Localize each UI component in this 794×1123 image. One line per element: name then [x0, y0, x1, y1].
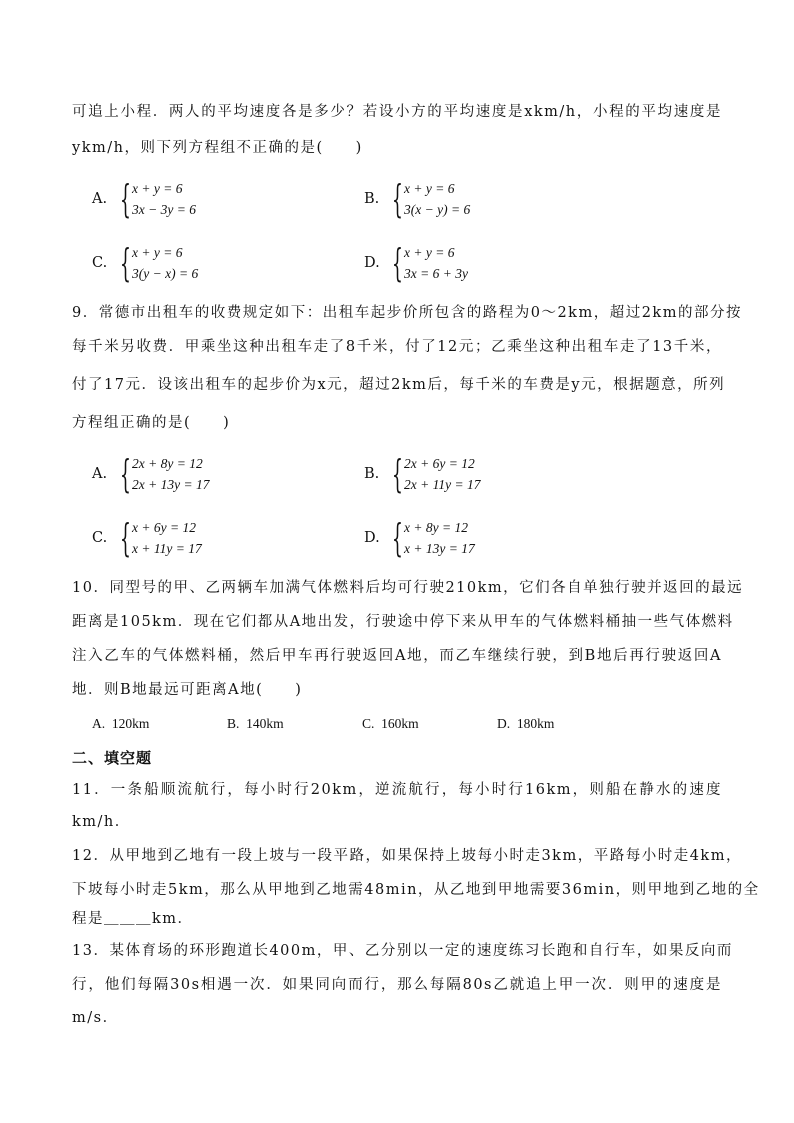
brace-icon: { — [392, 516, 403, 560]
equation-system — [132, 517, 202, 559]
q10-option-a[interactable] — [92, 716, 227, 732]
option-label: B. — [364, 466, 380, 482]
equation: 2x + 11y = 17 — [404, 477, 481, 492]
equation-system — [404, 242, 468, 284]
equation: 2x + 8y = 12 — [132, 456, 203, 471]
brace-icon: { — [392, 452, 403, 496]
q11-text-line1: 11．一条船顺流航行，每小时行20km，逆流航行，每小时行16km，则船在静水的速度 — [72, 782, 722, 798]
q8-option-d[interactable] — [364, 242, 468, 284]
option-value: 180km — [516, 716, 555, 731]
equation: x + y = 6 — [404, 245, 455, 260]
option-label: C. — [92, 255, 108, 271]
equation: 2x + 13y = 17 — [132, 477, 210, 492]
option-label: B. — [227, 716, 240, 731]
section-title: 二、填空题 — [72, 749, 153, 767]
q10-text-line2: 距离是105km．现在它们都从A地出发，行驶途中停下来从甲车的气体燃料桶抽一些气体燃料 — [72, 614, 734, 630]
brace-icon: { — [392, 241, 403, 285]
q9-option-c[interactable] — [92, 517, 202, 559]
equation-system — [132, 242, 198, 284]
option-label: D. — [364, 530, 380, 546]
brace-icon: { — [120, 452, 131, 496]
q8-option-b[interactable] — [364, 178, 470, 220]
q10-options — [92, 716, 632, 732]
equation: 3x = 6 + 3y — [404, 266, 468, 281]
q8-option-a[interactable] — [92, 178, 196, 220]
equation: x + 11y = 17 — [132, 541, 202, 556]
q8-text-line2: ykm/h，则下列方程组不正确的是( ) — [72, 140, 363, 156]
equation: 3(x − y) = 6 — [404, 202, 471, 217]
option-label: C. — [92, 530, 108, 546]
equation-system — [404, 178, 470, 220]
q13-text-line1: 13．某体育场的环形跑道长400m，甲、乙分别以一定的速度练习长跑和自行车，如果反向而 — [72, 943, 733, 959]
option-label: D. — [497, 716, 511, 731]
q12-text-line2: 下坡每小时走5km，那么从甲地到乙地需48min，从乙地到甲地需要36min，则甲地到乙地的全 — [72, 882, 760, 898]
q9-text-line1: 9．常德市出租车的收费规定如下：出租车起步价所包含的路程为0～2km，超过2km的部分按 — [72, 305, 742, 321]
equation: 3(y − x) = 6 — [132, 266, 199, 281]
q9-text-line4: 方程组正确的是( ) — [72, 415, 231, 431]
q11-text-line2: km/h． — [72, 814, 131, 830]
q8-text-line1: 可追上小程．两人的平均速度各是多少？若设小方的平均速度是xkm/h，小程的平均速度是 — [72, 104, 722, 120]
q12-text-line3: 程是＿＿＿km． — [72, 911, 194, 927]
q10-option-d[interactable] — [497, 716, 632, 732]
option-label: A. — [92, 191, 108, 207]
brace-icon: { — [392, 177, 403, 221]
equation-system — [132, 178, 196, 220]
equation: 3x − 3y = 6 — [132, 202, 196, 217]
q10-text-line4: 地．则B地最远可距离A地( ) — [72, 682, 303, 698]
option-label: D. — [364, 255, 380, 271]
equation: x + y = 6 — [132, 181, 183, 196]
equation: x + y = 6 — [132, 245, 183, 260]
q9-text-line2: 每千米另收费．甲乘坐这种出租车走了8千米，付了12元；乙乘坐这种出租车走了13千米， — [72, 339, 722, 355]
q10-text-line1: 10．同型号的甲、乙两辆车加满气体燃料后均可行驶210km，它们各自单独行驶并返回的最远 — [72, 580, 744, 596]
brace-icon: { — [120, 516, 131, 560]
option-value: 120km — [111, 716, 150, 731]
equation: x + 13y = 17 — [404, 541, 475, 556]
option-label: C. — [362, 716, 375, 731]
option-value: 140km — [246, 716, 284, 731]
brace-icon: { — [120, 177, 131, 221]
equation: x + y = 6 — [404, 181, 455, 196]
option-label: A. — [92, 716, 106, 731]
equation: x + 6y = 12 — [132, 520, 196, 535]
equation-system — [132, 453, 209, 495]
brace-icon: { — [120, 241, 131, 285]
q10-option-b[interactable] — [227, 716, 362, 732]
equation: 2x + 6y = 12 — [404, 456, 475, 471]
option-label: A. — [92, 466, 108, 482]
q8-option-c[interactable] — [92, 242, 198, 284]
q9-text-line3: 付了17元．设该出租车的起步价为x元，超过2km后，每千米的车费是y元，根据题意，所列 — [72, 377, 726, 393]
q9-option-d[interactable] — [364, 517, 475, 559]
q10-text-line3: 注入乙车的气体燃料桶，然后甲车再行驶返回A地，而乙车继续行驶，到B地后再行驶返回A — [72, 648, 722, 664]
option-value: 160km — [381, 716, 419, 731]
option-label: B. — [364, 191, 380, 207]
q13-text-line3: m/s． — [72, 1010, 119, 1026]
equation-system — [404, 517, 475, 559]
equation: x + 8y = 12 — [404, 520, 468, 535]
q12-text-line1: 12．从甲地到乙地有一段上坡与一段平路，如果保持上坡每小时走3km，平路每小时走4km， — [72, 848, 742, 864]
q9-option-b[interactable] — [364, 453, 480, 495]
equation-system — [404, 453, 480, 495]
q9-option-a[interactable] — [92, 453, 209, 495]
q13-text-line2: 行，他们每隔30s相遇一次．如果同向而行，那么每隔80s乙就追上甲一次．则甲的速度是 — [72, 977, 722, 993]
q10-option-c[interactable] — [362, 716, 497, 732]
